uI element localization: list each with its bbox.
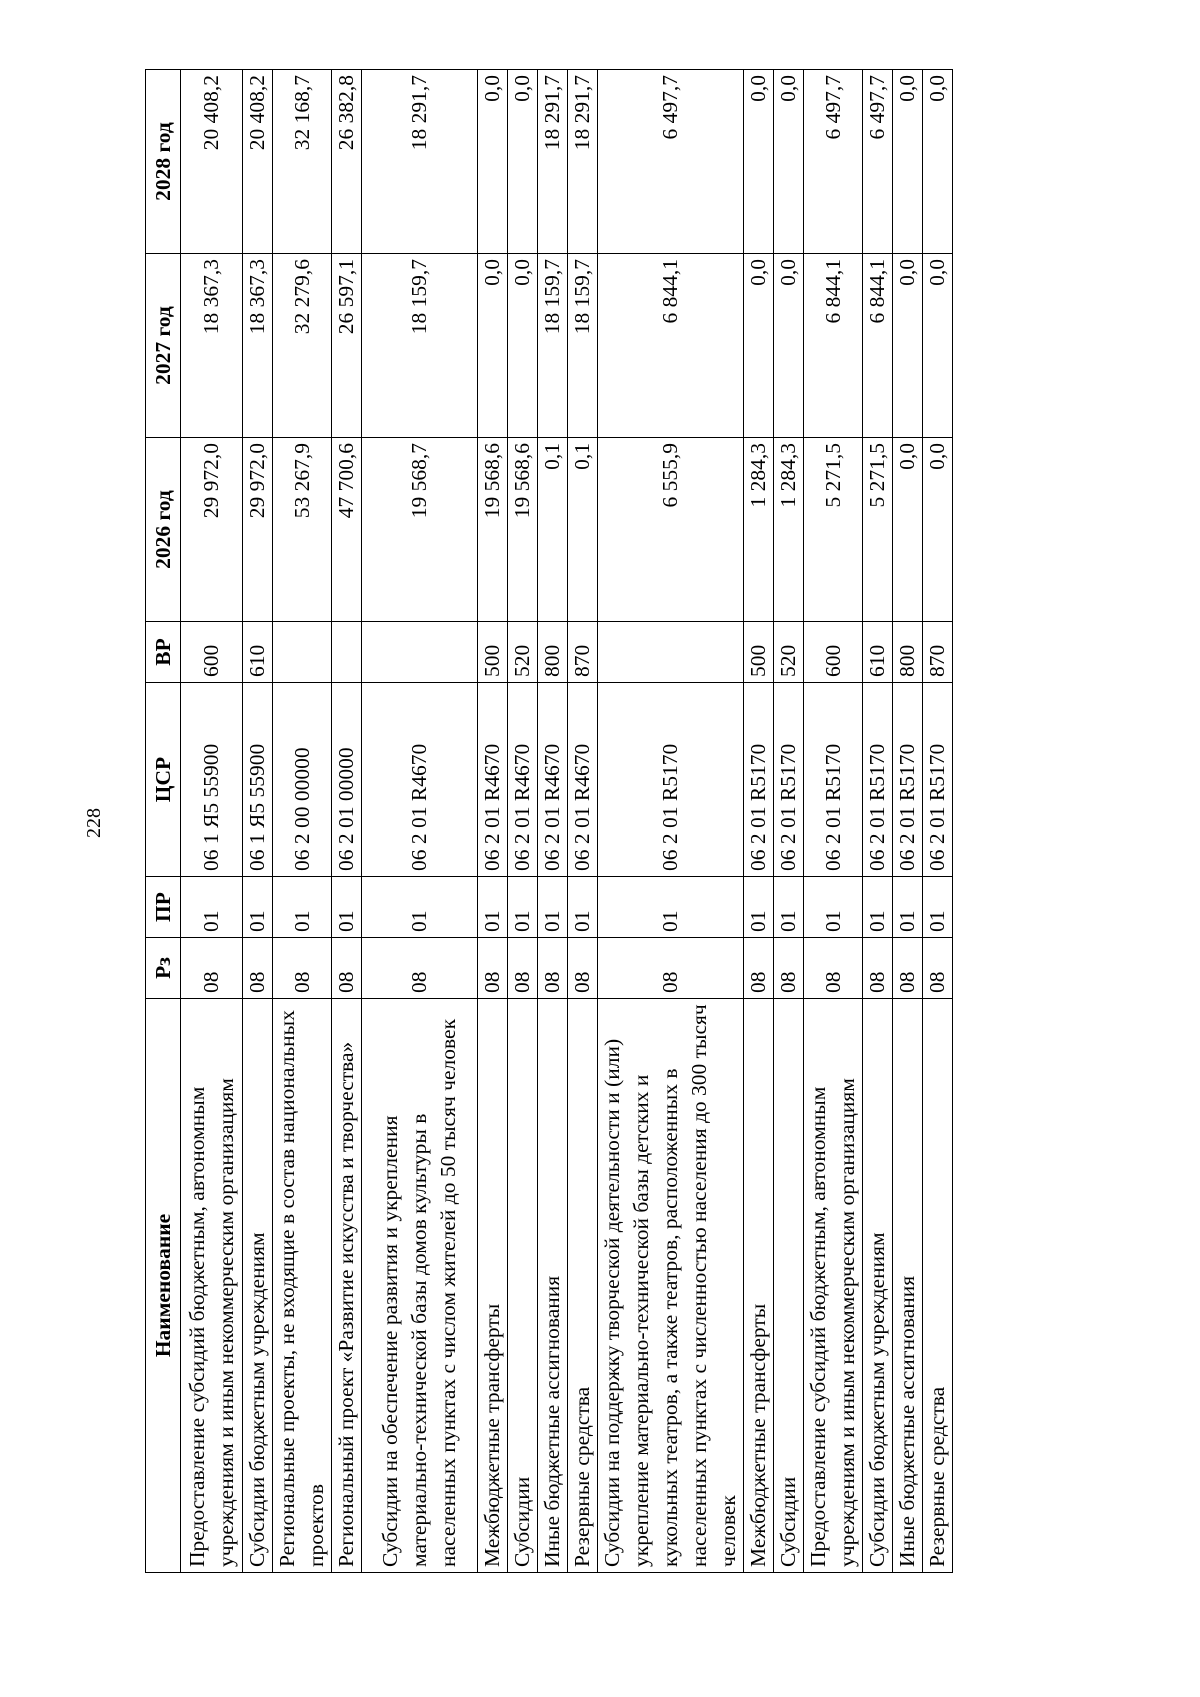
row-2027: 0,0	[744, 254, 774, 438]
row-2026: 19 568,6	[508, 438, 538, 622]
row-rz: 08	[508, 938, 538, 999]
row-vr: 800	[538, 622, 568, 683]
row-rz: 08	[804, 938, 863, 999]
row-vr	[273, 622, 332, 683]
row-name: Субсидии бюджетным учреждениям	[863, 999, 893, 1573]
row-pr: 01	[362, 877, 478, 938]
row-2028: 0,0	[508, 70, 538, 254]
row-2028: 20 408,2	[243, 70, 273, 254]
row-2026: 1 284,3	[774, 438, 804, 622]
table-row	[508, 70, 538, 1573]
row-rz: 08	[774, 938, 804, 999]
row-rz: 08	[362, 938, 478, 999]
row-vr: 870	[568, 622, 598, 683]
row-vr: 610	[863, 622, 893, 683]
row-2026: 1 284,3	[744, 438, 774, 622]
row-vr	[598, 622, 744, 683]
row-2027: 0,0	[774, 254, 804, 438]
row-name: Субсидии	[774, 999, 804, 1573]
table-row	[804, 70, 863, 1573]
row-pr: 01	[893, 877, 923, 938]
row-name: Резервные средства	[923, 999, 953, 1573]
row-vr: 870	[923, 622, 953, 683]
row-2026: 19 568,7	[362, 438, 478, 622]
row-csr: 06 2 01 00000	[332, 683, 362, 877]
row-2028: 26 382,8	[332, 70, 362, 254]
row-rz: 08	[744, 938, 774, 999]
table-row	[568, 70, 598, 1573]
row-csr: 06 2 01 R5170	[598, 683, 744, 877]
row-name: Субсидии	[508, 999, 538, 1573]
row-2028: 0,0	[478, 70, 508, 254]
row-vr: 500	[744, 622, 774, 683]
row-name: Региональный проект «Развитие искусства и творчества»	[332, 999, 362, 1573]
table-header-row	[146, 70, 181, 1573]
row-pr: 01	[923, 877, 953, 938]
row-pr: 01	[181, 877, 243, 938]
row-pr: 01	[744, 877, 774, 938]
row-name: Иные бюджетные ассигнования	[893, 999, 923, 1573]
row-name: Субсидии на поддержку творческой деятельности и (или) укрепление материально-технической базы детских и кукольных театров, а также театров, расположенных в населенных пунктах с численностью населения до 300 тысяч человек	[598, 999, 744, 1573]
row-2027: 18 159,7	[568, 254, 598, 438]
row-2028: 0,0	[893, 70, 923, 254]
row-2027: 0,0	[923, 254, 953, 438]
table-row	[598, 70, 744, 1573]
row-2026: 0,0	[893, 438, 923, 622]
row-vr: 520	[508, 622, 538, 683]
row-csr: 06 2 01 R5170	[863, 683, 893, 877]
row-name: Межбюджетные трансферты	[744, 999, 774, 1573]
row-name: Субсидии бюджетным учреждениям	[243, 999, 273, 1573]
row-csr: 06 2 01 R5170	[774, 683, 804, 877]
row-2026: 5 271,5	[863, 438, 893, 622]
row-pr: 01	[273, 877, 332, 938]
row-rz: 08	[243, 938, 273, 999]
row-2026: 5 271,5	[804, 438, 863, 622]
row-2026: 19 568,6	[478, 438, 508, 622]
row-pr: 01	[478, 877, 508, 938]
table-rotated-wrapper	[145, 70, 949, 1573]
row-2026: 53 267,9	[273, 438, 332, 622]
header-vr: ВР	[146, 622, 181, 683]
page-number: 228	[83, 808, 105, 838]
row-vr: 800	[893, 622, 923, 683]
row-rz: 08	[923, 938, 953, 999]
row-pr: 01	[568, 877, 598, 938]
row-csr: 06 1 Я5 55900	[181, 683, 243, 877]
table-row	[538, 70, 568, 1573]
row-2027: 32 279,6	[273, 254, 332, 438]
row-vr: 520	[774, 622, 804, 683]
row-2027: 26 597,1	[332, 254, 362, 438]
row-pr: 01	[243, 877, 273, 938]
row-2026: 47 700,6	[332, 438, 362, 622]
header-2027: 2027 год	[146, 254, 181, 438]
row-2028: 0,0	[923, 70, 953, 254]
header-name: Наименование	[146, 999, 181, 1573]
row-rz: 08	[863, 938, 893, 999]
row-2028: 18 291,7	[362, 70, 478, 254]
row-vr: 610	[243, 622, 273, 683]
row-2027: 18 367,3	[181, 254, 243, 438]
row-2028: 6 497,7	[863, 70, 893, 254]
table-row	[863, 70, 893, 1573]
row-csr: 06 2 01 R4670	[568, 683, 598, 877]
row-name: Предоставление субсидий бюджетным, автономным учреждениям и иным некоммерческим организациям	[804, 999, 863, 1573]
row-2027: 6 844,1	[804, 254, 863, 438]
row-2027: 18 159,7	[362, 254, 478, 438]
row-2027: 6 844,1	[598, 254, 744, 438]
row-2028: 20 408,2	[181, 70, 243, 254]
row-csr: 06 2 01 R5170	[923, 683, 953, 877]
row-2026: 0,1	[538, 438, 568, 622]
row-csr: 06 2 01 R5170	[744, 683, 774, 877]
row-2026: 0,1	[568, 438, 598, 622]
table-row	[273, 70, 332, 1573]
row-2026: 29 972,0	[243, 438, 273, 622]
row-name: Предоставление субсидий бюджетным, автономным учреждениям и иным некоммерческим организациям	[181, 999, 243, 1573]
row-vr: 500	[478, 622, 508, 683]
header-rz: Рз	[146, 938, 181, 999]
row-name: Иные бюджетные ассигнования	[538, 999, 568, 1573]
row-2026: 0,0	[923, 438, 953, 622]
header-pr: ПР	[146, 877, 181, 938]
row-csr: 06 2 01 R4670	[538, 683, 568, 877]
row-rz: 08	[181, 938, 243, 999]
header-2026: 2026 год	[146, 438, 181, 622]
budget-table	[145, 69, 953, 1573]
row-2026: 6 555,9	[598, 438, 744, 622]
row-csr: 06 2 01 R5170	[804, 683, 863, 877]
row-csr: 06 2 01 R4670	[478, 683, 508, 877]
row-2027: 18 367,3	[243, 254, 273, 438]
row-csr: 06 2 01 R4670	[362, 683, 478, 877]
row-csr: 06 2 01 R4670	[508, 683, 538, 877]
row-pr: 01	[863, 877, 893, 938]
row-pr: 01	[538, 877, 568, 938]
row-2028: 18 291,7	[568, 70, 598, 254]
row-2028: 0,0	[774, 70, 804, 254]
row-csr: 06 2 01 R5170	[893, 683, 923, 877]
row-vr: 600	[181, 622, 243, 683]
table-row	[181, 70, 243, 1573]
row-rz: 08	[478, 938, 508, 999]
header-2028: 2028 год	[146, 70, 181, 254]
row-vr: 600	[804, 622, 863, 683]
row-vr	[332, 622, 362, 683]
row-name: Субсидии на обеспечение развития и укрепления материально-технической базы домов культуры в населенных пунктах с числом жителей до 50 тысяч человек	[362, 999, 478, 1573]
row-pr: 01	[598, 877, 744, 938]
row-2028: 6 497,7	[598, 70, 744, 254]
row-rz: 08	[893, 938, 923, 999]
row-2027: 6 844,1	[863, 254, 893, 438]
table-row	[744, 70, 774, 1573]
table-body	[181, 70, 953, 1573]
row-name: Резервные средства	[568, 999, 598, 1573]
table-row	[923, 70, 953, 1573]
table-row	[243, 70, 273, 1573]
row-csr: 06 2 00 00000	[273, 683, 332, 877]
row-name: Межбюджетные трансферты	[478, 999, 508, 1573]
row-rz: 08	[273, 938, 332, 999]
row-pr: 01	[332, 877, 362, 938]
table-row	[362, 70, 478, 1573]
row-2028: 32 168,7	[273, 70, 332, 254]
row-2028: 18 291,7	[538, 70, 568, 254]
row-pr: 01	[774, 877, 804, 938]
row-rz: 08	[598, 938, 744, 999]
table-row	[478, 70, 508, 1573]
row-pr: 01	[508, 877, 538, 938]
row-vr	[362, 622, 478, 683]
row-rz: 08	[568, 938, 598, 999]
row-2027: 0,0	[893, 254, 923, 438]
row-rz: 08	[332, 938, 362, 999]
row-2028: 6 497,7	[804, 70, 863, 254]
row-name: Региональные проекты, не входящие в состав национальных проектов	[273, 999, 332, 1573]
row-rz: 08	[538, 938, 568, 999]
table-row	[893, 70, 923, 1573]
header-csr: ЦСР	[146, 683, 181, 877]
row-2028: 0,0	[744, 70, 774, 254]
table-row	[332, 70, 362, 1573]
row-csr: 06 1 Я5 55900	[243, 683, 273, 877]
row-2026: 29 972,0	[181, 438, 243, 622]
row-2027: 0,0	[478, 254, 508, 438]
row-2027: 0,0	[508, 254, 538, 438]
table-row	[774, 70, 804, 1573]
row-pr: 01	[804, 877, 863, 938]
row-2027: 18 159,7	[538, 254, 568, 438]
